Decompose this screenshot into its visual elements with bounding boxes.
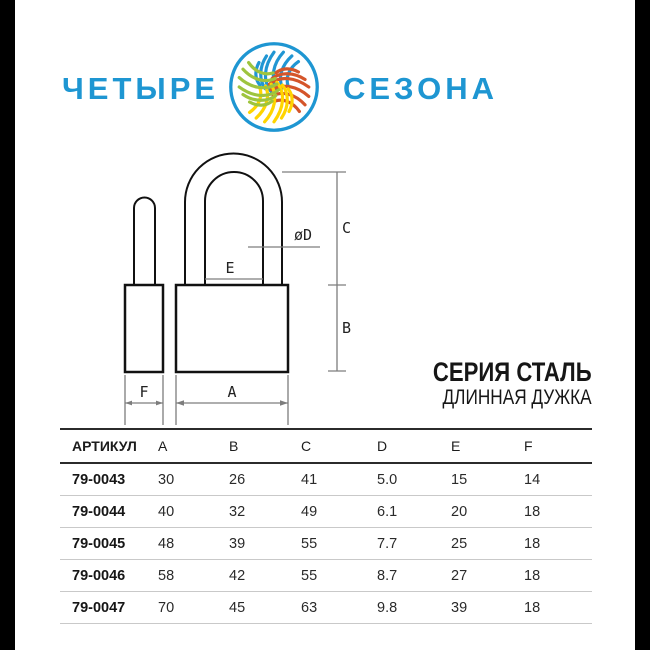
value-cell: 8.7 — [377, 567, 398, 584]
article-cell: 79-0045 — [72, 535, 126, 552]
value-cell: 41 — [301, 471, 318, 488]
dim-label-c: C — [342, 219, 352, 237]
table-row — [60, 560, 592, 592]
header-e: E — [451, 438, 461, 454]
article-cell: 79-0044 — [72, 503, 126, 520]
brand-word-left: ЧЕТЫРЕ — [62, 71, 220, 106]
value-cell: 6.1 — [377, 503, 398, 520]
value-cell: 63 — [301, 599, 318, 616]
value-cell: 18 — [524, 535, 541, 552]
value-cell: 25 — [451, 535, 468, 552]
dim-label-b: B — [342, 319, 352, 337]
dim-label-e: E — [225, 259, 235, 277]
table-row — [60, 496, 592, 528]
value-cell: 32 — [229, 503, 246, 520]
spec-table-body — [60, 463, 592, 624]
table-row — [60, 463, 592, 496]
brand-word-right: СЕЗОНА — [343, 71, 498, 106]
header-c: C — [301, 438, 312, 454]
value-cell: 26 — [229, 471, 246, 488]
value-cell: 18 — [524, 599, 541, 616]
article-cell: 79-0043 — [72, 471, 126, 488]
value-cell: 30 — [158, 471, 175, 488]
table-header-row — [60, 429, 592, 463]
value-cell: 14 — [524, 471, 541, 488]
value-cell: 18 — [524, 567, 541, 584]
value-cell: 9.8 — [377, 599, 398, 616]
value-cell: 58 — [158, 567, 175, 584]
series-subtitle: ДЛИННАЯ ДУЖКА — [442, 386, 592, 409]
table-row — [60, 592, 592, 624]
header-b: B — [229, 438, 239, 454]
article-cell: 79-0046 — [72, 567, 126, 584]
value-cell: 39 — [229, 535, 246, 552]
table-row — [60, 528, 592, 560]
dim-label-d: øD — [293, 226, 313, 244]
series-block — [398, 358, 592, 410]
value-cell: 40 — [158, 503, 175, 520]
four-seasons-logo-icon — [227, 40, 321, 134]
side-view-shackle — [134, 198, 155, 287]
value-cell: 18 — [524, 503, 541, 520]
value-cell: 70 — [158, 599, 175, 616]
value-cell: 15 — [451, 471, 468, 488]
header-article: АРТИКУЛ — [72, 438, 137, 454]
value-cell: 42 — [229, 567, 246, 584]
value-cell: 48 — [158, 535, 175, 552]
value-cell: 27 — [451, 567, 468, 584]
dim-label-f: F — [139, 383, 149, 401]
header-d: D — [377, 438, 388, 454]
header-a: A — [158, 438, 168, 454]
article-cell: 79-0047 — [72, 599, 126, 616]
value-cell: 39 — [451, 599, 468, 616]
header-f: F — [524, 438, 533, 454]
padlock-dimension-diagram — [100, 140, 360, 430]
value-cell: 5.0 — [377, 471, 398, 488]
spec-table — [60, 428, 592, 624]
value-cell: 20 — [451, 503, 468, 520]
value-cell: 55 — [301, 567, 318, 584]
side-view-body — [125, 285, 163, 372]
value-cell: 7.7 — [377, 535, 398, 552]
value-cell: 55 — [301, 535, 318, 552]
series-title: СЕРИЯ СТАЛЬ — [433, 357, 592, 387]
value-cell: 45 — [229, 599, 246, 616]
value-cell: 49 — [301, 503, 318, 520]
front-view-body — [176, 285, 288, 372]
dim-label-a: A — [227, 383, 237, 401]
